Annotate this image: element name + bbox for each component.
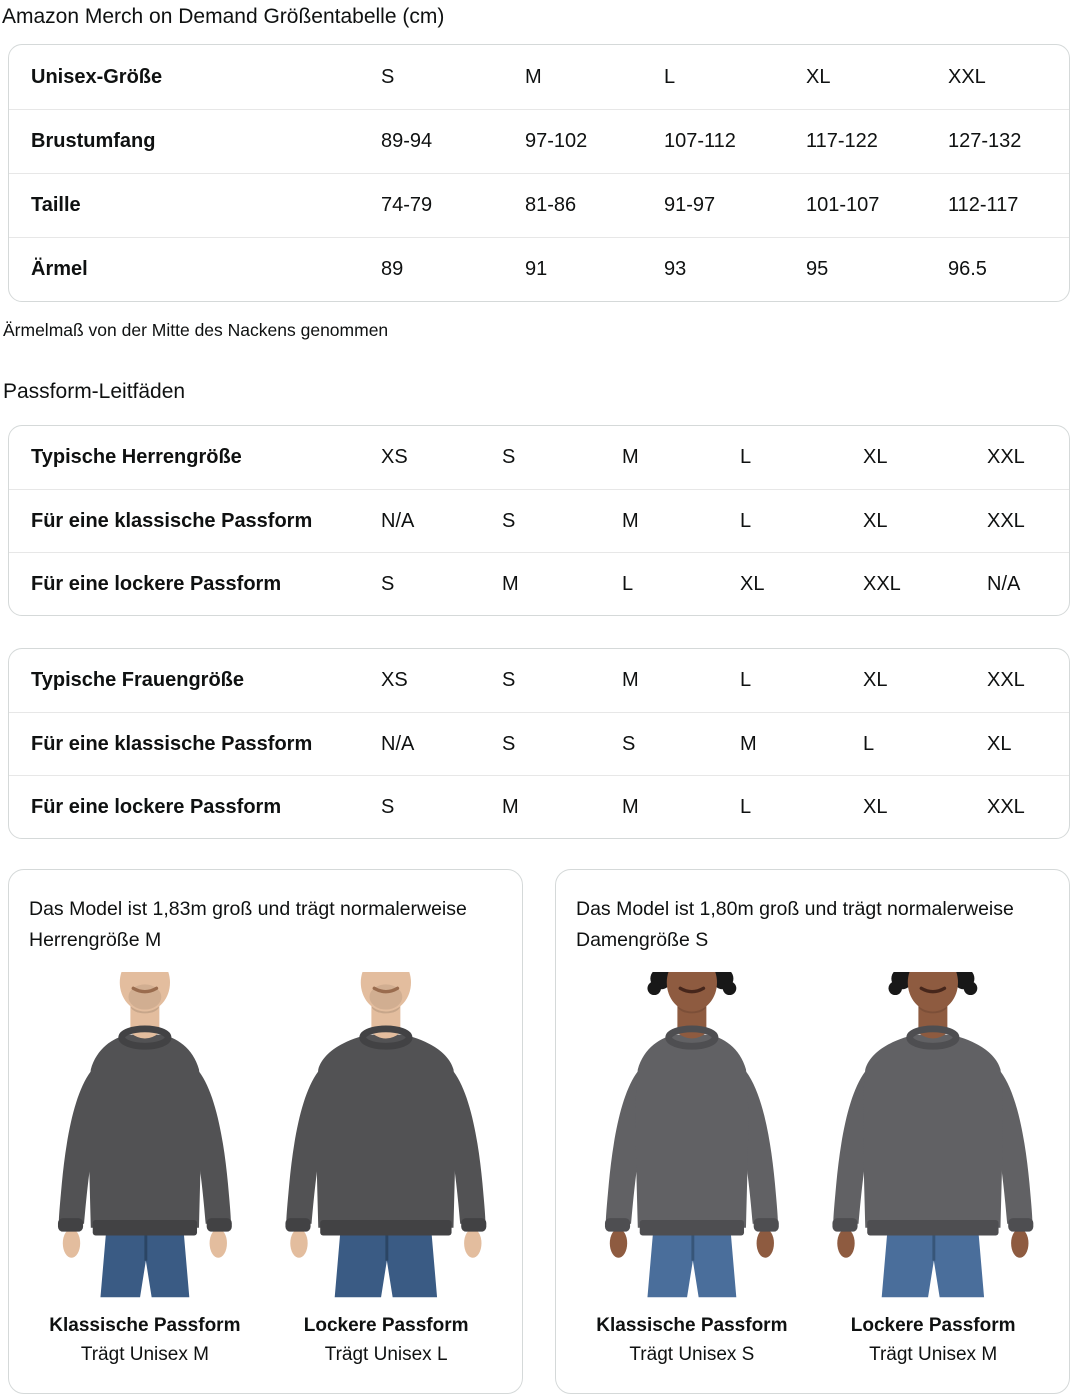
cell-value: N/A xyxy=(381,509,415,532)
model-description: Das Model ist 1,83m groß und trägt normalerweise Herrengröße M xyxy=(29,898,467,951)
cell-value: XS xyxy=(381,669,408,691)
model-photo-male-loose-fit xyxy=(270,972,502,1302)
photo-column xyxy=(576,972,808,1366)
model-description: Das Model ist 1,80m groß und trägt normalerweise Damengröße S xyxy=(576,898,1014,951)
cell-value: L xyxy=(740,669,752,691)
row-label: Ärmel xyxy=(31,258,88,280)
unisex-size-table xyxy=(8,44,1070,302)
cell-value: XL xyxy=(863,669,888,691)
cell-value: XXL xyxy=(987,795,1025,818)
photo-column xyxy=(270,972,502,1366)
cell-value: XL xyxy=(740,572,765,595)
size-caption: Trägt Unisex M xyxy=(80,1344,209,1365)
size-caption: Trägt Unisex L xyxy=(324,1344,448,1365)
photo-column xyxy=(817,972,1049,1366)
model-photo-female-classic-fit xyxy=(576,972,808,1302)
cell-value: L xyxy=(740,795,752,818)
table-row xyxy=(9,712,1069,775)
cell-value: XXL xyxy=(987,446,1025,468)
cell-value: M xyxy=(740,732,757,755)
size-col-header: XL xyxy=(806,65,831,88)
cell-value: M xyxy=(502,572,519,595)
sleeve-measurement-note: Ärmelmaß von der Mitte des Nackens genommen xyxy=(3,320,389,340)
cell-value: S xyxy=(502,669,516,691)
cell-value: 91 xyxy=(525,258,548,280)
cell-value: 89 xyxy=(381,258,404,280)
cell-value: L xyxy=(740,446,752,468)
cell-value: XL xyxy=(863,795,888,818)
cell-value: M xyxy=(622,795,639,818)
table-row xyxy=(9,173,1069,237)
womens-model-card xyxy=(555,869,1070,1394)
row-label: Taille xyxy=(31,194,81,216)
cell-value: 95 xyxy=(806,258,829,280)
table-row xyxy=(9,552,1069,615)
table-row xyxy=(9,649,1069,712)
cell-value: XXL xyxy=(987,509,1025,532)
cell-value: 97-102 xyxy=(525,130,588,152)
cell-value: 93 xyxy=(664,258,687,280)
cell-value: XL xyxy=(987,732,1012,755)
row-label: Für eine lockere Passform xyxy=(31,572,282,595)
mens-fit-table xyxy=(8,425,1070,616)
table-header-row xyxy=(9,45,1069,109)
table-row xyxy=(9,489,1069,552)
fit-guides-heading: Passform-Leitfäden xyxy=(3,380,186,403)
row-label: Unisex-Größe xyxy=(31,65,163,88)
cell-value: M xyxy=(502,795,519,818)
table-row xyxy=(9,775,1069,838)
cell-value: 112-117 xyxy=(948,194,1019,216)
cell-value: 81-86 xyxy=(525,194,577,216)
cell-value: XL xyxy=(863,509,888,532)
cell-value: N/A xyxy=(381,732,415,755)
cell-value: S xyxy=(502,732,516,755)
cell-value: 107-112 xyxy=(664,130,736,152)
cell-value: N/A xyxy=(987,572,1021,595)
cell-value: S xyxy=(381,572,395,595)
cell-value: XS xyxy=(381,446,408,468)
fit-caption: Klassische Passform xyxy=(49,1315,241,1336)
cell-value: 127-132 xyxy=(948,130,1022,152)
cell-value: XXL xyxy=(987,669,1025,691)
size-col-header: M xyxy=(525,65,542,88)
cell-value: 91-97 xyxy=(664,194,716,216)
row-label: Brustumfang xyxy=(31,130,156,152)
cell-value: S xyxy=(502,446,516,468)
table-row xyxy=(9,237,1069,301)
fit-caption: Klassische Passform xyxy=(596,1315,788,1336)
cell-value: 74-79 xyxy=(381,194,433,216)
size-col-header: XXL xyxy=(948,65,986,88)
cell-value: 117-122 xyxy=(806,130,878,152)
size-col-header: L xyxy=(664,65,676,88)
model-photo-male-classic-fit xyxy=(29,972,261,1302)
fit-caption: Lockere Passform xyxy=(850,1315,1016,1336)
row-label: Typische Herrengröße xyxy=(31,446,242,468)
cell-value: M xyxy=(622,446,639,468)
size-col-header: S xyxy=(381,65,395,88)
photo-row xyxy=(29,972,502,1366)
mens-model-card xyxy=(8,869,523,1394)
row-label: Für eine klassische Passform xyxy=(31,509,313,532)
cell-value: L xyxy=(622,572,634,595)
row-label: Für eine klassische Passform xyxy=(31,732,313,755)
cell-value: L xyxy=(740,509,752,532)
model-photo-female-loose-fit xyxy=(817,972,1049,1302)
cell-value: S xyxy=(502,509,516,532)
row-label: Für eine lockere Passform xyxy=(31,795,282,818)
model-cards xyxy=(8,869,1070,1394)
size-caption: Trägt Unisex S xyxy=(629,1344,755,1365)
cell-value: S xyxy=(622,732,636,755)
table-row xyxy=(9,109,1069,173)
womens-fit-table xyxy=(8,648,1070,839)
photo-row xyxy=(576,972,1049,1366)
cell-value: S xyxy=(381,795,395,818)
cell-value: M xyxy=(622,669,639,691)
cell-value: 101-107 xyxy=(806,194,880,216)
cell-value: 89-94 xyxy=(381,130,433,152)
page-title: Amazon Merch on Demand Größentabelle (cm) xyxy=(2,5,445,28)
cell-value: XL xyxy=(863,446,888,468)
row-label: Typische Frauengröße xyxy=(31,669,245,691)
size-caption: Trägt Unisex M xyxy=(869,1344,998,1365)
cell-value: XXL xyxy=(863,572,901,595)
photo-column xyxy=(29,972,261,1366)
cell-value: M xyxy=(622,509,639,532)
cell-value: 96.5 xyxy=(948,258,987,280)
fit-caption: Lockere Passform xyxy=(303,1315,469,1336)
table-row xyxy=(9,426,1069,489)
cell-value: L xyxy=(863,732,875,755)
